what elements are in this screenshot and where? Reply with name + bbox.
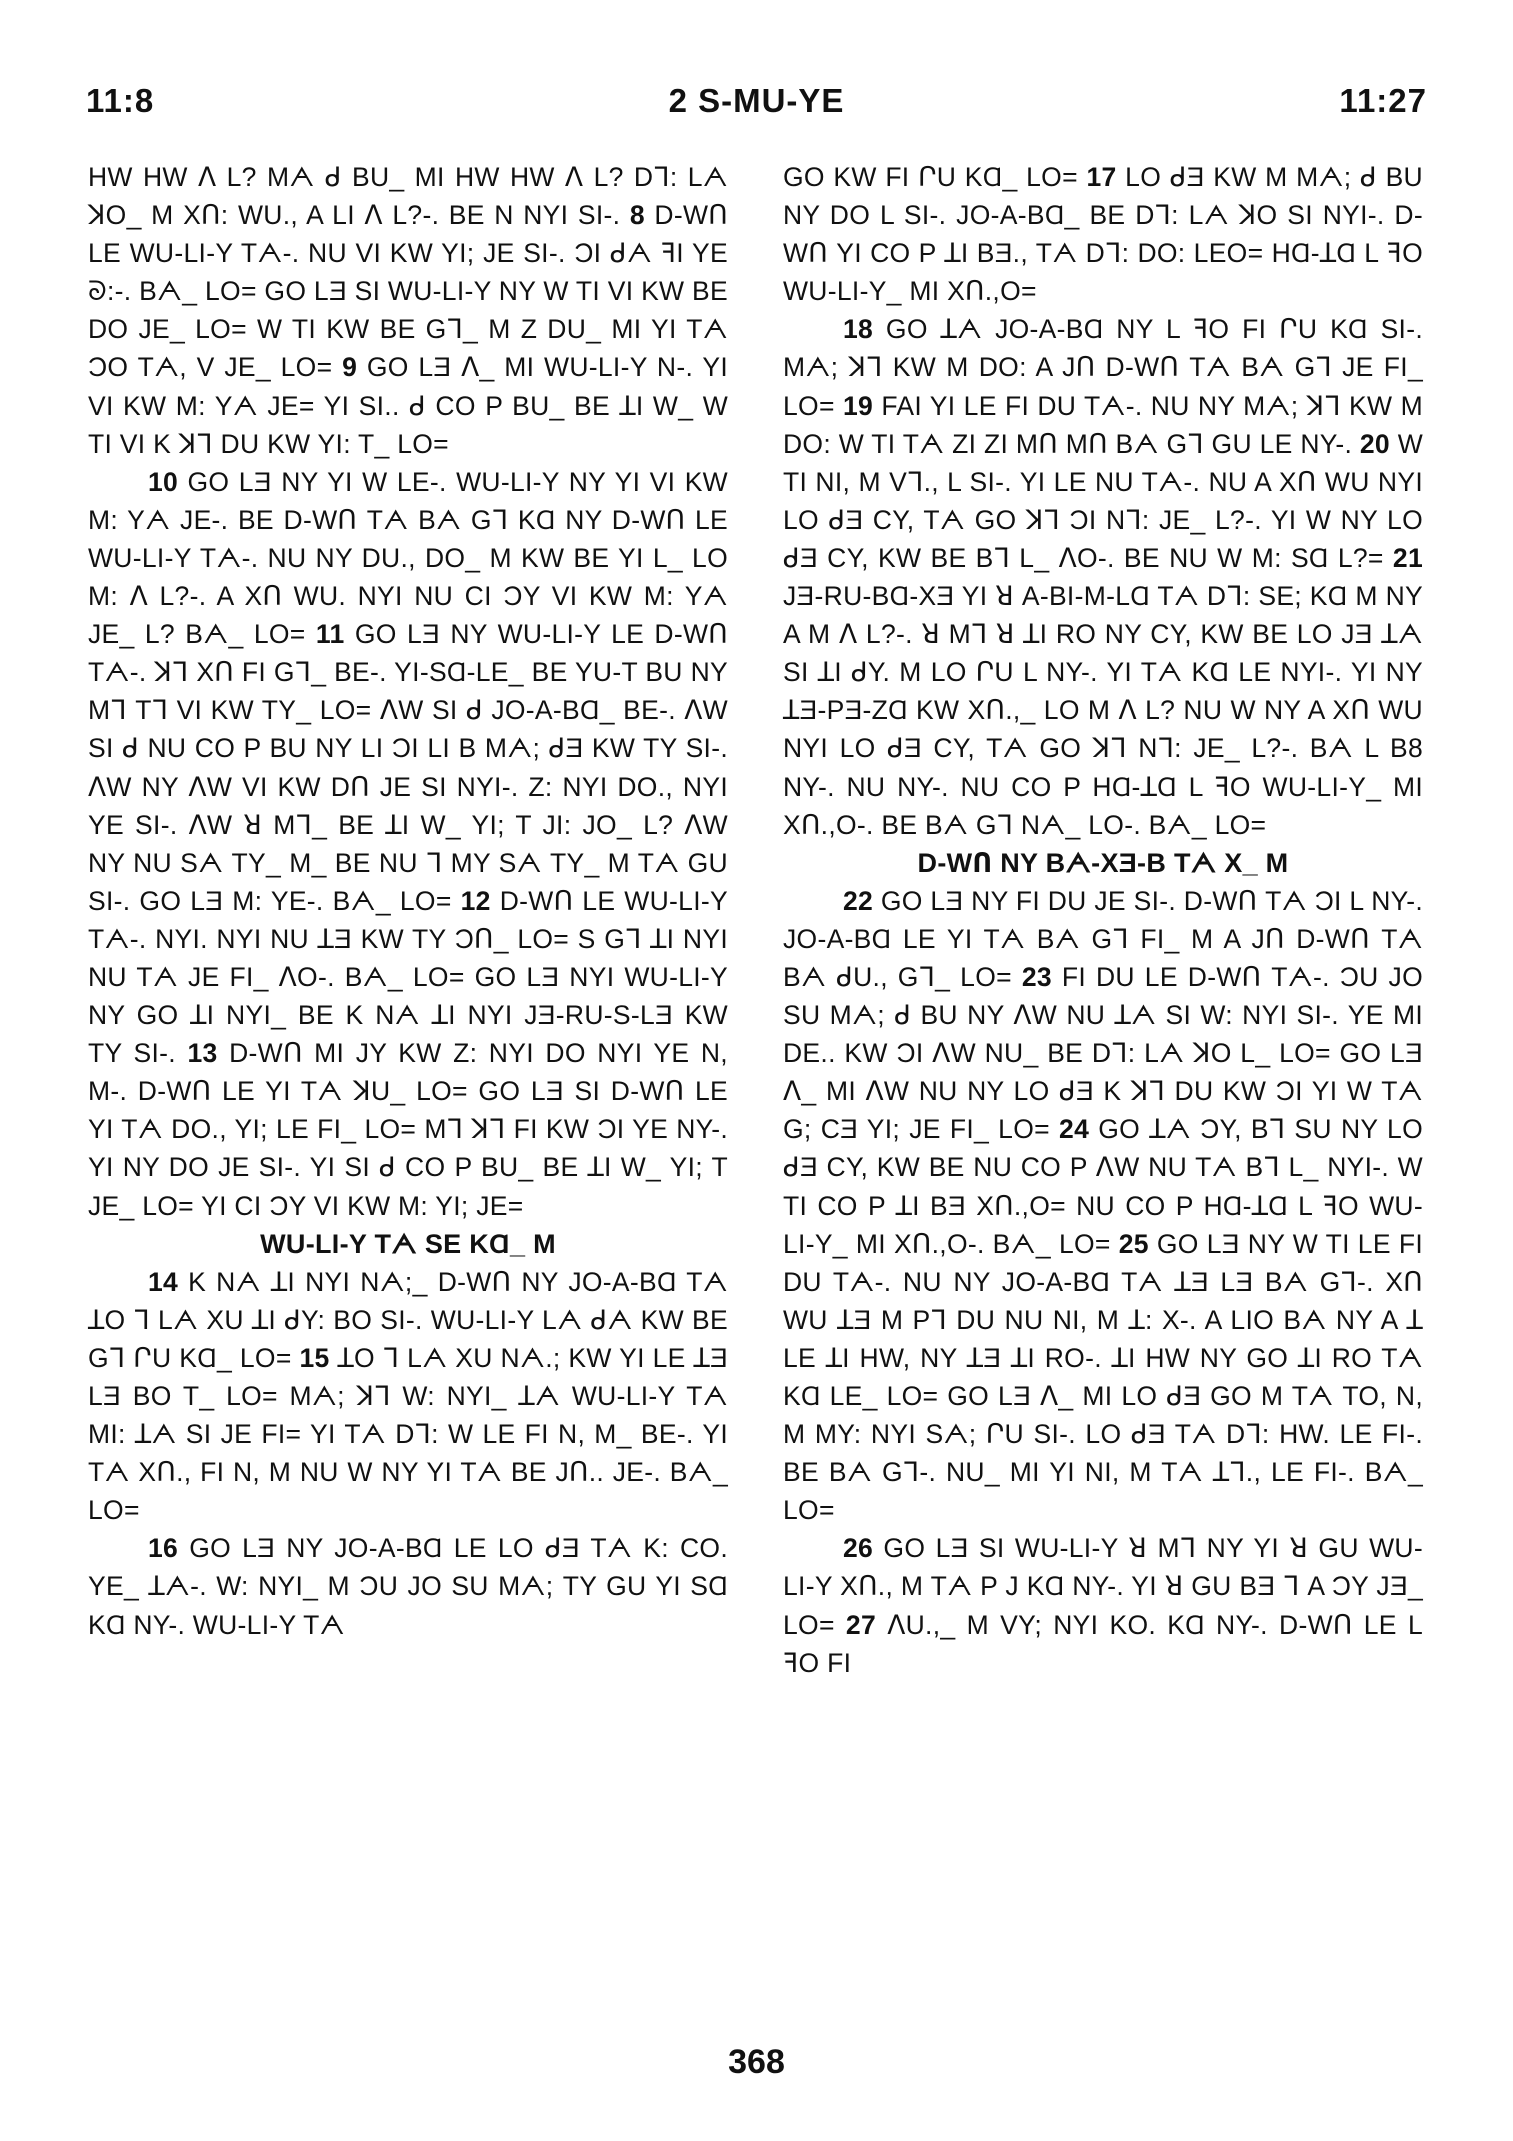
verse-number: 16 <box>148 1533 179 1564</box>
verse-text: GO LƎ NY YI W LE-. WU-LI-Y NY YI VI KW M: Yᗅ JE-. BE D-WՈ Tᗅ Bᗅ Gᒣ KⱭ NY D-WՈ LE WU-LI-Y Tᗅ-. NU NY DU., DO_ M KW BE YI L_ LO M: ᐱ L?-. A XՈ WU. NYI NU CI ƆY VI KW M: Yᗅ JE_ L? Bᗅ_ LO= <box>88 466 728 650</box>
right-column <box>783 158 1423 1682</box>
verse-number: 27 <box>845 1609 876 1640</box>
verse-number: 15 <box>299 1342 330 1373</box>
verse-number: 21 <box>1392 542 1423 573</box>
header-chapter-verse-end: 11:27 <box>1339 82 1427 119</box>
verse-number: 13 <box>187 1038 218 1069</box>
verse-number: 26 <box>843 1533 874 1564</box>
verse-text: GO LƎ NY W TI LE FI DU Tᗅ-. NU NY JO-A-BⱭ Tᗅ ꓕƎ LƎ Bᗅ Gᒣ-. XՈ WU ꓕƎ M Pᒣ DU NU NI, M ꓕ: X-. A LIO Bᗅ NY A ꓕ LE ꓕI HW, NY ꓕƎ ꓕI RO-. ꓕI HW NY GO ꓕI RO Tᗅ KⱭ LE_ LO= GO LƎ ᐱ_ MI LO ᑯƎ GO M Tᗅ TO, N, M MY: NYI Sᗅ; ՐU SI-. LO ᑯƎ Tᗅ Dᒣ: HW. LE FI-. BE Bᗅ Gᒣ-. NU_ MI YI NI, M Tᗅ ꓕᒣ., LE FI-. Bᗅ_ LO= <box>783 1228 1424 1526</box>
paragraph <box>783 1529 1423 1681</box>
verse-number: 23 <box>1021 961 1052 992</box>
verse-text: D-WՈ LE WU-LI-Y Tᗅ-. NYI. NYI NU ꓕƎ KW TY ƆՈ_ LO= S Gᒣ ꓕI NYI NU Tᗅ JE FI_ ᐱO-. Bᗅ_ LO= GO LƎ NYI WU-LI-Y NY GO ꓕI NYI_ BE K Nᗅ ꓕI NYI JƎ-RU-S-LƎ KW TY SI-. <box>88 885 728 1069</box>
verse-number: 20 <box>1359 428 1390 459</box>
paragraph <box>88 463 728 1225</box>
left-column <box>88 158 728 1644</box>
verse-text: ꓕO ᒣ Lᗅ XU Nᗅ.; KW YI LE ꓕƎ LƎ BO T_ LO= Mᗅ; ꓘᒣ W: NYI_ ꓕᗅ WU-LI-Y Tᗅ MI: ꓕᗅ SI JE FI= YI Tᗅ Dᒣ: W LE FI N, M_ BE-. YI Tᗅ XՈ., FI N, M NU W NY YI Tᗅ BE JՈ.. JE-. Bᗅ_ LO= <box>88 1342 728 1526</box>
paragraph <box>783 158 1423 310</box>
verse-text: GO LƎ NY WU-LI-Y LE D-WՈ Tᗅ-. ꓘᒣ XՈ FI Gᒣ_ BE-. YI-SⱭ-LE_ BE YU-T BU NY Mᒣ Tᒣ VI KW TY_ LO= ᐱW SI ᑯ JO-A-BⱭ_ BE-. ᐱW SI ᑯ NU CO P BU NY LI ƆI LI B Mᗅ; ᑯƎ KW TY SI-. ᐱW NY ᐱW VI KW DՈ JE SI NYI-. Z: NYI DO., NYI YE SI-. ᐱW ꓤ Mᒣ_ BE ꓕI W_ YI; T JI: JO_ L? ᐱW NY NU Sᗅ TY_ M_ BE NU ᒣ MY Sᗅ TY_ M Tᗅ GU SI-. GO LƎ M: YE-. Bᗅ_ LO= <box>88 619 728 916</box>
verse-text: FI DU LE D-WՈ Tᗅ-. ƆU JO SU Mᗅ; ᑯ BU NY ᐱW NU ꓕᗅ SI W: NYI SI-. YE MI DE.. KW ƆI ᐱW NU_ BE Dᒣ: Lᗅ ꓘO L_ LO= GO LƎ ᐱ_ MI ᐱW NU NY LO ᑯƎ K ꓘᒣ DU KW ƆI YI W Tᗅ G; CƎ YI; JE FI_ LO= <box>783 961 1424 1145</box>
verse-text: GO LƎ NY FI DU JE SI-. D-WՈ Tᗅ ƆI L NY-. JO-A-BⱭ LE YI Tᗅ Bᗅ Gᒣ FI_ M A JՈ D-WՈ Tᗅ Bᗅ ᑯU., Gᒣ_ LO= <box>783 885 1423 992</box>
verse-number: 11 <box>315 619 345 650</box>
section-heading: WU-LI-Y Tᗅ SE KⱭ_ M <box>260 1228 556 1259</box>
paragraph <box>783 310 1423 843</box>
verse-text: K Nᗅ ꓕI NYI Nᗅ;_ D-WՈ NY JO-A-BⱭ Tᗅ ꓕO ᒣ Lᗅ XU ꓕI ᑯY: BO SI-. WU-LI-Y Lᗅ ᑯᗅ KW BE Gᒣ ՐU KⱭ_ LO= <box>88 1266 728 1373</box>
verse-text: HW HW ᐱ L? Mᗅ ᑯ BU_ MI HW HW ᐱ L? Dᒣ: Lᗅ ꓘO_ M XՈ: WU., A LI ᐱ L?-. BE N NYI SI-. <box>88 162 728 231</box>
verse-number: 14 <box>148 1266 179 1297</box>
verse-text: ᐱU.,_ M VY; NYI KO. KⱭ NY-. D-WՈ LE L ꟻO FI <box>783 1609 1423 1678</box>
section-heading: D-WՈ NY Bᗅ-XƎ-B Tᗅ X_ M <box>917 847 1289 878</box>
page-number: 368 <box>728 2043 785 2081</box>
verse-text: D-WՈ MI JY KW Z: NYI DO NYI YE N, M-. D-WՈ LE YI Tᗅ ꓘU_ LO= GO LƎ SI D-WՈ LE YI Tᗅ DO., YI; LE FI_ LO= Mᒣ ꓘᒣ FI KW ƆI YE NY-. YI NY DO JE SI-. YI SI ᑯ CO P BU_ BE ꓕI W_ YI; T JE_ LO= YI CI ƆY VI KW M: YI; JE= <box>88 1038 728 1221</box>
verse-number: 25 <box>1118 1228 1149 1259</box>
verse-number: 22 <box>843 885 874 916</box>
verse-text: LO ᑯƎ KW M Mᗅ; ᑯ BU NY DO L SI-. JO-A-BⱭ_ BE Dᒣ: Lᗅ ꓘO SI NYI-. D-WՈ YI CO P ꓕI BƎ., Tᗅ Dᒣ: DO: LEO= HⱭ-ꓕⱭ L ꟻO WU-LI-Y_ MI XՈ.,O= <box>783 162 1423 307</box>
verse-number: 18 <box>843 314 874 345</box>
verse-number: 19 <box>843 390 874 421</box>
paragraph <box>783 882 1423 1530</box>
verse-text: FAI YI LE FI DU Tᗅ-. NU NY Mᗅ; ꓘᒣ KW M DO: W TI Tᗅ ZI ZI MՈ MՈ Bᗅ Gᒣ GU LE NY-. <box>783 390 1423 459</box>
verse-text: GO ꓕᗅ ƆY, Bᒣ SU NY LO ᑯƎ CY, KW BE NU CO P ᐱW NU Tᗅ Bᒣ L_ NYI-. W TI CO P ꓕI BƎ XՈ.,O= NU CO P HⱭ-ꓕⱭ L ꟻO WU-LI-Y_ MI XՈ.,O-. Bᗅ_ LO= <box>783 1114 1423 1259</box>
verse-number: 10 <box>148 466 179 497</box>
verse-number: 9 <box>342 352 358 383</box>
verse-text: GO LƎ NY JO-A-BⱭ LE LO ᑯƎ Tᗅ K: CO. YE_ ꓕᗅ-. W: NYI_ M ƆU JO SU Mᗅ; TY GU YI SⱭ KⱭ NY-. WU-LI-Y Tᗅ <box>88 1533 728 1640</box>
verse-text: D-WՈ LE WU-LI-Y Tᗅ-. NU VI KW YI; JE SI-. ƆI ᑯᗅ ꟻI YE ᘐ:-. Bᗅ_ LO= GO LƎ SI WU-LI-Y NY W TI VI KW BE DO JE_ LO= W TI KW BE Gᒣ_ M Z DU_ MI YI Tᗅ ƆO Tᗅ, V JE_ LO= <box>88 200 728 383</box>
verse-text: GO LƎ SI WU-LI-Y ꓤ Mᒣ NY YI ꓤ GU WU-LI-Y XՈ., M Tᗅ P J KⱭ NY-. YI ꓤ GU BƎ ᒣ A ƆY JƎ_ LO= <box>783 1533 1423 1640</box>
verse-number: 24 <box>1059 1114 1090 1145</box>
running-header <box>86 82 1427 132</box>
paragraph <box>88 158 728 463</box>
header-chapter-verse-start: 11:8 <box>86 82 155 119</box>
verse-text: GO ꓕᗅ JO-A-BⱭ NY L ꟻO FI ՐU KⱭ SI-. Mᗅ; ꓘᒣ KW M DO: A JՈ D-WՈ Tᗅ Bᗅ Gᒣ JE FI_ LO= <box>783 314 1423 421</box>
verse-text: GO LƎ ᐱ_ MI WU-LI-Y N-. YI VI KW M: Yᗅ JE= YI SI.. ᑯ CO P BU_ BE ꓕI W_ W TI VI K ꓘᒣ DU KW YI: T_ LO= <box>88 352 728 459</box>
verse-number: 17 <box>1086 162 1117 192</box>
paragraph <box>88 1263 728 1530</box>
verse-number: 12 <box>460 885 491 916</box>
verse-text: JƎ-RU-BⱭ-XƎ YI ꓤ A-BI-M-LⱭ Tᗅ Dᒣ: SE; KⱭ M NY A M ᐱ L?-. ꓤ Mᒣ ꓤ ꓕI RO NY CY, KW BE LO JƎ ꓕᗅ SI ꓕI ᑯY. M LO ՐU L NY-. YI Tᗅ KⱭ LE NYI-. YI NY ꓕƎ-PƎ-ZⱭ KW XՈ.,_ LO M ᐱ L? NU W NY A XՈ WU NYI LO ᑯƎ CY, Tᗅ GO ꓘᒣ Nᒣ: JE_ L?-. Bᗅ L B8 NY-. NU NY-. NU CO P HⱭ-ꓕⱭ L ꟻO WU-LI-Y_ MI XՈ.,O-. BE Bᗅ Gᒣ Nᗅ_ LO-. Bᗅ_ LO= <box>783 581 1423 840</box>
verse-text: GO KW FI ՐU KⱭ_ LO= <box>783 162 1078 192</box>
verse-text: W TI NI, M Vᒣ., L SI-. YI LE NU Tᗅ-. NU A XՈ WU NYI LO ᑯƎ CY, Tᗅ GO ꓘᒣ ƆI Nᒣ: JE_ L?-. YI W NY LO ᑯƎ CY, KW BE Bᒣ L_ ᐱO-. BE NU W M: SⱭ L?= <box>783 428 1423 573</box>
paragraph <box>88 1529 728 1643</box>
header-book-title: 2 S-MU-YE <box>668 82 845 119</box>
verse-number: 8 <box>629 200 645 231</box>
